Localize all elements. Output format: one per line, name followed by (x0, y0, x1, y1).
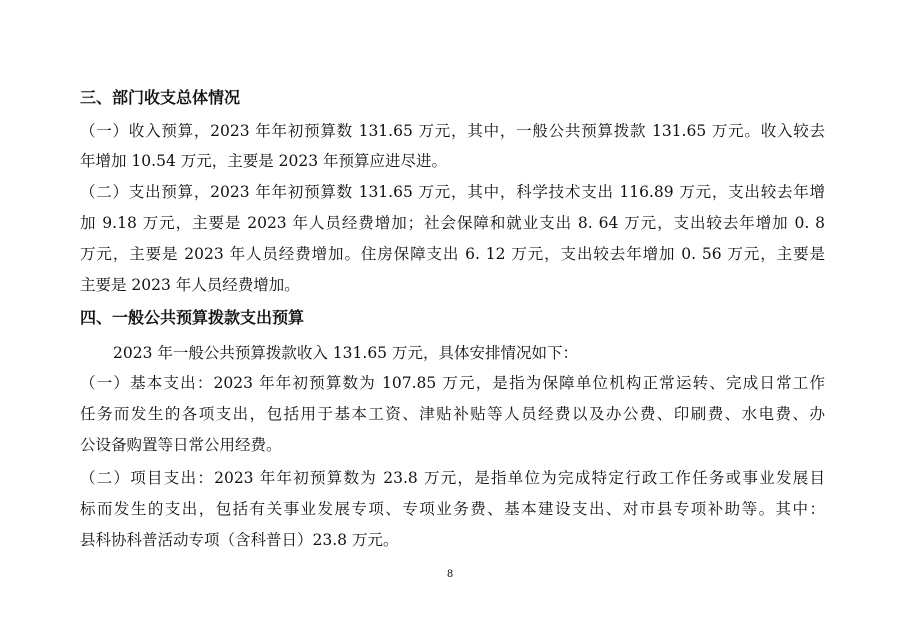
paragraph-line: 加 9.18 万元，主要是 2023 年人员经费增加；社会保障和就业支出 8. 64 万元，支出较去年增加 0. 8 (80, 214, 825, 232)
paragraph-line: 公设备购置等日常公用经费。 (80, 436, 282, 454)
page-number: 8 (446, 569, 454, 580)
paragraph-line: 任务而发生的各项支出，包括用于基本工资、津贴补贴等人员经费以及办公费、印刷费、水电费、办 (80, 405, 825, 423)
paragraph-line: （二）支出预算，2023 年年初预算数 131.65 万元，其中，科学技术支出 116.89 万元，支出较去年增 (80, 183, 825, 201)
paragraph-line: 年增加 10.54 万元，主要是 2023 年预算应进尽进。 (80, 152, 448, 170)
paragraph-line: 万元，主要是 2023 年人员经费增加。住房保障支出 6. 12 万元，支出较去年增加 0. 56 万元，主要是 (80, 245, 825, 263)
paragraph-line: 标而发生的支出，包括有关事业发展专项、专项业务费、基本建设支出、对市县专项补助等。其中： (80, 500, 825, 518)
section-heading-3: 三、部门收支总体情况 (80, 88, 241, 107)
paragraph-line: （一）基本支出：2023 年年初预算数为 107.85 万元，是指为保障单位机构正常运转、完成日常工作 (80, 374, 825, 392)
section-heading-4: 四、一般公共预算拨款支出预算 (80, 308, 305, 327)
paragraph-intro: 2023 年一般公共预算拨款收入 131.65 万元，具体安排情况如下： (113, 344, 578, 362)
paragraph-line: （一）收入预算，2023 年年初预算数 131.65 万元，其中，一般公共预算拨款 131.65 万元。收入较去 (80, 122, 825, 140)
paragraph-line: （二）项目支出：2023 年年初预算数为 23.8 万元，是指单位为完成特定行政工作任务或事业发展目 (80, 469, 825, 487)
paragraph-line: 主要是 2023 年人员经费增加。 (80, 276, 300, 294)
paragraph-line: 县科协科普活动专项（含科普日）23.8 万元。 (80, 531, 399, 549)
